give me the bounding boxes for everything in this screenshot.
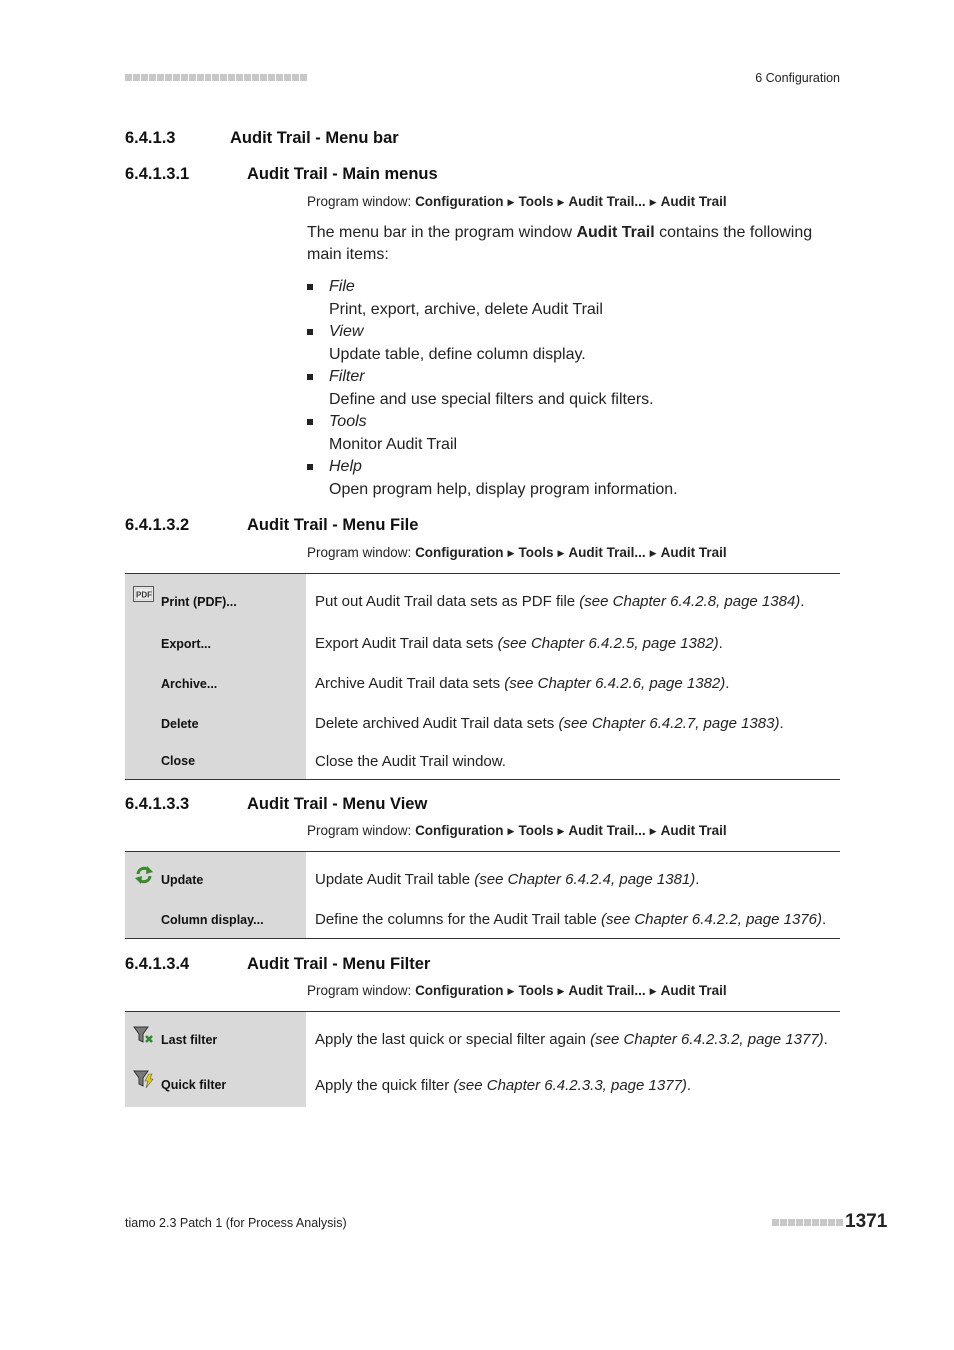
table-row [125, 664, 840, 704]
section-heading-menu-bar [125, 129, 399, 148]
section-title: Audit Trail - Menu File [247, 516, 419, 534]
menu-item-description: Export Audit Trail data sets (see Chapter 6.4.2.5, page 1382). [315, 635, 723, 652]
menu-item-description: Close the Audit Trail window. [315, 752, 506, 770]
menu-item-label: Last filter [161, 1032, 218, 1047]
table-row [125, 852, 840, 902]
section-heading-menu-filter [125, 955, 430, 974]
menu-item-label: Update [161, 872, 204, 887]
menu-item-description: Update Audit Trail table (see Chapter 6.4.2.4, page 1381). [315, 871, 700, 889]
menu-filter-table [125, 1011, 840, 1107]
list-item: Filter Define and use special filters and quick filters. [307, 366, 678, 411]
last-filter-icon [133, 1024, 155, 1051]
page-number: 1371 [845, 1211, 888, 1232]
table-row [125, 744, 840, 780]
menu-item-label: Print (PDF)... [161, 594, 237, 609]
table-row [125, 902, 840, 939]
section-number: 6.4.1.3.1 [125, 165, 190, 183]
menu-item-description: Delete archived Audit Trail data sets (see Chapter 6.4.2.7, page 1383). [315, 715, 784, 732]
header-decoration [125, 74, 307, 82]
list-item: View Update table, define column display. [307, 321, 678, 366]
program-window-path: Program window: Configuration ▶ Tools ▶ Audit Trail... ▶ Audit Trail [307, 545, 727, 560]
refresh-icon [133, 864, 155, 891]
quick-filter-icon [133, 1068, 155, 1095]
menu-view-table [125, 851, 840, 939]
list-item: Help Open program help, display program information. [307, 456, 678, 501]
section-title: Audit Trail - Menu bar [230, 129, 399, 147]
section-number: 6.4.1.3.3 [125, 795, 190, 813]
menu-item-label: Quick filter [161, 1078, 227, 1092]
header-section: 6 Configuration [755, 71, 840, 85]
menu-item-description: Put out Audit Trail data sets as PDF file (see Chapter 6.4.2.8, page 1384). [315, 593, 805, 611]
table-row [125, 1064, 840, 1107]
menu-item-label: Delete [161, 716, 199, 731]
menu-item-label: Column display... [161, 912, 264, 927]
table-row [125, 704, 840, 744]
intro-paragraph: The menu bar in the program window Audit Trail contains the following main items: [307, 224, 813, 263]
program-window-path: Program window: Configuration ▶ Tools ▶ Audit Trail... ▶ Audit Trail [307, 823, 727, 838]
menu-file-table [125, 573, 840, 780]
list-item: Tools Monitor Audit Trail [307, 411, 678, 456]
svg-text:PDF: PDF [136, 590, 152, 600]
program-window-path: Program window: Configuration ▶ Tools ▶ Audit Trail... ▶ Audit Trail [307, 983, 727, 998]
list-item: File Print, export, archive, delete Audit Trail [307, 276, 678, 321]
section-title: Audit Trail - Menu Filter [247, 955, 431, 973]
section-number: 6.4.1.3.4 [125, 955, 190, 973]
menu-item-description: Apply the last quick or special filter again (see Chapter 6.4.2.3.2, page 1377). [315, 1031, 828, 1049]
program-window-path: Program window: Configuration ▶ Tools ▶ Audit Trail... ▶ Audit Trail [307, 194, 727, 209]
section-title: Audit Trail - Main menus [247, 165, 438, 183]
menu-item-label: Close [161, 754, 196, 769]
pdf-icon [133, 586, 155, 609]
main-menu-list [307, 276, 678, 501]
section-title: Audit Trail - Menu View [247, 795, 428, 813]
menu-item-description: Define the columns for the Audit Trail table (see Chapter 6.4.2.2, page 1376). [315, 911, 827, 929]
table-row [125, 1012, 840, 1064]
section-heading-main-menus [125, 165, 438, 184]
footer-product: tiamo 2.3 Patch 1 (for Process Analysis) [125, 1216, 347, 1230]
table-row [125, 624, 840, 664]
footer-decoration [772, 1219, 843, 1226]
menu-item-description: Archive Audit Trail data sets (see Chapter 6.4.2.6, page 1382). [315, 675, 730, 692]
section-number: 6.4.1.3 [125, 129, 176, 147]
menu-item-label: Archive... [161, 676, 218, 691]
menu-item-label: Export... [161, 636, 212, 651]
section-heading-menu-view [125, 795, 427, 814]
menu-item-description: Apply the quick filter (see Chapter 6.4.2.3.3, page 1377). [315, 1076, 692, 1094]
section-number: 6.4.1.3.2 [125, 516, 190, 534]
section-heading-menu-file [125, 516, 418, 535]
table-row [125, 574, 840, 624]
